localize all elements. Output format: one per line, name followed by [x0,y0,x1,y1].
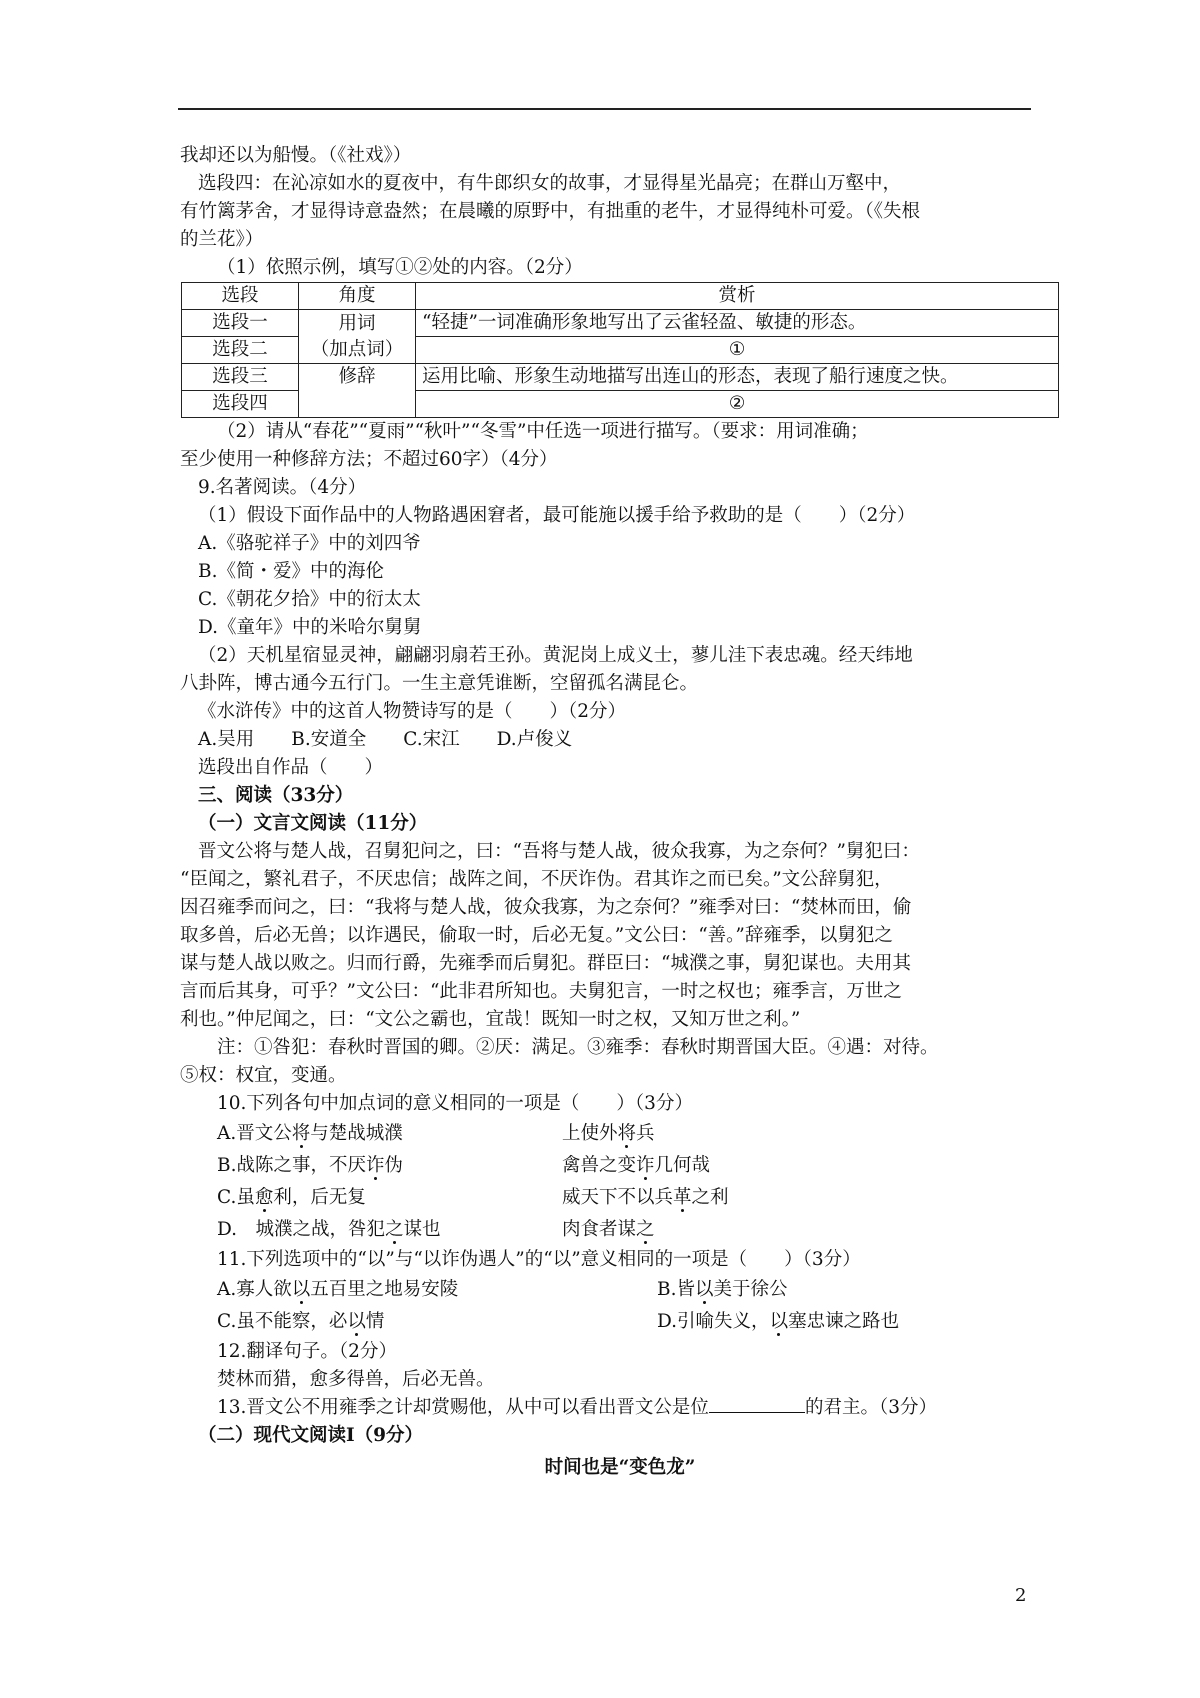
dotted-word: 之 [385,1219,404,1240]
table-header: 选段 [182,283,299,310]
source-question: 选段出自作品（ ） [198,757,384,778]
note-line: ⑤权：权宜，变通。 [180,1065,347,1086]
table-header: 角度 [299,283,416,310]
option-row: C.虽愈利，后无复 威天下不以兵革之利 [217,1187,729,1208]
table-cell: ② [416,391,1059,418]
table-cell [299,310,416,364]
table-cell: 运用比喻、形象生动地描写出连山的形态，表现了船行速度之快。 [416,364,1059,391]
question-8-2: （2）请从“春花”“夏雨”“秋叶”“冬雪”中任选一项进行描写。（要求：用词准确； [217,421,869,442]
document-body [180,142,1060,1482]
note-line: 注：①咎犯：春秋时晋国的卿。②厌：满足。③雍季：春秋时期晋国大臣。④遇：对待。 [217,1037,939,1058]
page-number: 2 [1015,1585,1027,1606]
classical-text-line: 谋与楚人战以败之。归而行爵，先雍季而后舅犯。群臣曰：“城濮之事，舅犯谋也。夫用其 [180,953,911,974]
subsection-title: （二）现代文阅读Ⅰ（9分） [198,1425,424,1446]
dotted-word: 以 [347,1311,366,1332]
question-13: 13.晋文公不用雍季之计却赏赐他，从中可以看出晋文公是位 的君主。（3分） [180,1394,1060,1422]
dotted-word: 以 [291,1279,311,1300]
table-cell: 选段二 [182,337,299,364]
poem-line: 八卦阵，博古通今五行门。一生主意凭谁断，空留孤名满昆仑。 [180,673,699,694]
option-row: A.吴用 B.安道全 C.宋江 D.卢俊义 [198,729,573,750]
question-10-title: 10.下列各句中加点词的意义相同的一项是（ ）（3分） [217,1093,693,1114]
analysis-table [181,282,1059,418]
option-row: A.寡人欲以五百里之地易安陵 B.皆以美于徐公 [217,1279,788,1300]
table-cell: 修辞 [299,364,416,418]
question-12-title: 12.翻译句子。（2分） [217,1341,397,1362]
table-cell: 选段三 [182,364,299,391]
header-rule [178,108,1031,110]
section-title: 三、阅读（33分） [198,785,354,806]
poem-line: （2）天机星宿显灵神，翩翩羽扇若王孙。黄泥岗上成义士，蓼儿洼下表忠魂。经天纬地 [198,645,913,666]
passage-line: 我却还以为船慢。（《社戏》） [180,145,412,166]
dotted-word: 诈 [636,1155,655,1176]
angle-word: 用词 [338,312,376,334]
passage-line: 的兰花》） [180,229,264,250]
table-header: 赏析 [416,283,1059,310]
question-9-1: （1）假设下面作品中的人物路遇困窘者，最可能施以援手给予救助的是（ ）（2分） [198,505,916,526]
answer-blank[interactable] [709,1394,805,1413]
table-cell: “轻捷”一词准确形象地写出了云雀轻盈、敏捷的形态。 [416,310,1059,337]
question-8-2-cont: 至少使用一种修辞方法；不超过60字）（4分） [180,449,558,470]
passage-line: 有竹篱茅舍，才显得诗意盎然；在晨曦的原野中，有拙重的老牛，才显得纯朴可爱。（《失根 [180,201,921,222]
option: C.《朝花夕拾》中的衍太太 [198,589,421,610]
question-11-title: 11.下列选项中的“以”与“以诈伪遇人”的“以”意义相同的一项是（ ）（3分） [217,1249,861,1270]
question-12-text: 焚林而猎，愈多得兽，后必无兽。 [217,1369,495,1390]
dotted-word: 革 [673,1187,692,1208]
option-row: C.虽不能察，必以情 D.引喻失义，以塞忠谏之路也 [217,1311,900,1332]
classical-text-line: 晋文公将与楚人战，召舅犯问之，曰：“吾将与楚人战，彼众我寡，为之奈何？”舅犯曰： [198,841,920,862]
option-row: B.战陈之事，不厌诈伪 禽兽之变诈几何哉 [217,1155,711,1176]
passage-line: 选段四：在沁凉如水的夏夜中，有牛郎织女的故事，才显得星光晶亮；在群山万壑中， [198,173,902,194]
option-row: D. 城濮之战，咎犯之谋也 肉食者谋之 [217,1219,655,1240]
option: A.《骆驼祥子》中的刘四爷 [198,533,421,554]
dotted-word: 将 [617,1123,637,1144]
article-title: 时间也是“变色龙” [544,1457,696,1478]
table-header-row [182,283,1059,310]
option: D.《童年》中的米哈尔舅舅 [198,617,422,638]
question-9-title: 9.名著阅读。（4分） [198,477,367,498]
table-cell: ① [416,337,1059,364]
classical-text-line: “臣闻之，繁礼君子，不厌忠信；战阵之间，不厌诈伪。君其诈之而已矣。”文公辞舅犯， [180,869,893,890]
classical-text-line: 取多兽，后必无兽；以诈遇民，偷取一时，后必无复。”文公曰：“善。”辞雍季，以舅犯之 [180,925,893,946]
classical-text-line: 因召雍季而问之，曰：“我将与楚人战，彼众我寡，为之奈何？”雍季对曰：“焚林而田，偷 [180,897,912,918]
classical-text-line: 言而后其身，可乎？”文公曰：“此非君所知也。夫舅犯言，一时之权也；雍季言，万世之 [180,981,902,1002]
subsection-title: （一）文言文阅读（11分） [198,813,428,834]
option-row: A.晋文公将与楚战城濮 上使外将兵 [217,1123,655,1144]
table-row [182,310,1059,337]
table-cell: 选段一 [182,310,299,337]
angle-note: （加点词） [310,338,404,360]
classical-text-line: 利也。”仲尼闻之，曰：“文公之霸也，宜哉！既知一时之权，又知万世之利。” [180,1009,801,1030]
question-8-1: （1）依照示例，填写①②处的内容。（2分） [217,257,583,278]
dotted-word: 将 [291,1123,311,1144]
dotted-word: 以 [769,1311,789,1332]
dotted-word: 诈 [365,1155,385,1176]
table-cell: 选段四 [182,391,299,418]
dotted-word: 之 [636,1219,655,1240]
option: B.《简・爱》中的海伦 [198,561,384,582]
dotted-word: 以 [694,1279,714,1300]
question-9-2: 《水浒传》中的这首人物赞诗写的是（ ）（2分） [198,701,627,722]
table-row [182,364,1059,391]
dotted-word: 愈 [254,1187,274,1208]
